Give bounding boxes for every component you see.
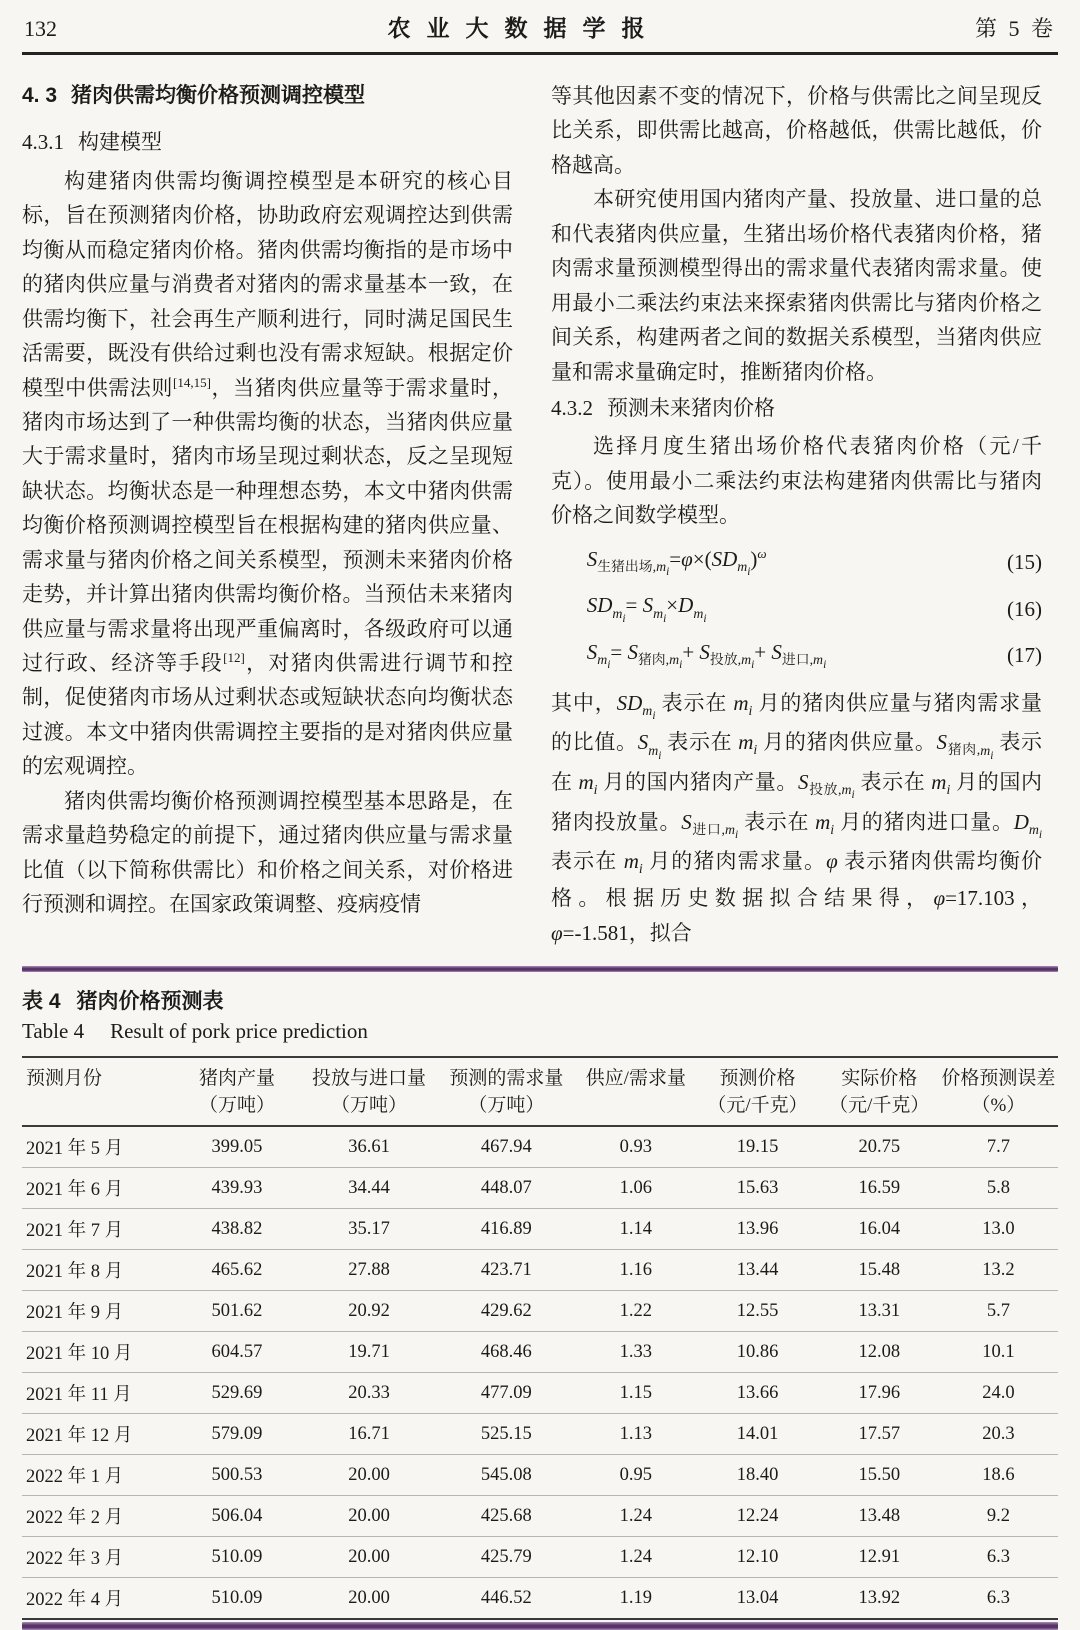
table-cell: 5.8 [939, 1168, 1058, 1209]
table-row [22, 1496, 1058, 1537]
table-cell: 2021 年 8 月 [22, 1250, 172, 1291]
equation [587, 546, 1042, 580]
column-header: 供应/需求量 [576, 1057, 695, 1126]
table-cell: 1.13 [576, 1414, 695, 1455]
table-cell: 1.06 [576, 1168, 695, 1209]
table-cell: 14.01 [695, 1414, 819, 1455]
table-cell: 429.62 [436, 1291, 576, 1332]
paragraph-model-intro: 构建猪肉供需均衡调控模型是本研究的核心目标，旨在预测猪肉价格，协助政府宏观调控达到供需均衡从而稳定猪肉价格。猪肉供需均衡指的是市场中的猪肉供应量与消费者对猪肉的需求量基本一致，在供需均衡下，社会再生产顺利进行，同时满足国民生活需要，既没有供给过剩也没有需求短缺。根据定价模型中供需法则[14,15]，当猪肉供应量等于需求量时，猪肉市场达到了一种供需均衡的状态，当猪肉供应量大于需求量时，猪肉市场呈现过剩状态，反之呈现短缺状态。均衡状态是一种理想态势，本文中猪肉供需均衡价格预测调控模型旨在根据构建的猪肉供应量、需求量与猪肉价格之间关系模型，预测未来猪肉价格走势，并计算出猪肉供需均衡价格。当预估未来猪肉供应量与需求量将出现严重偏离时，各级政府可以通过行政、经济等手段[12]，对猪肉供需进行调节和控制，促使猪肉市场从过剩状态或短缺状态向均衡状态过渡。本文中猪肉供需调控主要指的是对猪肉供应量的宏观调控。 [22, 168, 514, 779]
table-cell: 15.63 [695, 1168, 819, 1209]
table-cell: 13.04 [695, 1578, 819, 1620]
table-cell: 13.2 [939, 1250, 1058, 1291]
equation-body: $S_{生猪出场,m_i}=\varphi\times(SD_{m_i})^\omega$ [586, 545, 767, 578]
table-cell: 1.24 [576, 1496, 695, 1537]
paragraph-price-selection: 选择月度生猪出场价格代表猪肉价格（元/千克）。使用最小二乘法约束法构建猪肉供需比与猪肉价格之间数学模型。 [551, 434, 1042, 528]
column-header: 预测月份 [22, 1057, 172, 1126]
table-caption-en-label: Table 4 [22, 1018, 85, 1043]
table-cell: 20.00 [302, 1578, 437, 1620]
table-cell: 2022 年 1 月 [22, 1455, 172, 1496]
table-cell: 6.3 [939, 1537, 1058, 1578]
table-row [22, 1414, 1058, 1455]
table-cell: 13.66 [695, 1373, 819, 1414]
column-header: 预测价格 （元/千克） [695, 1057, 819, 1126]
table-caption-zh [22, 985, 1058, 1015]
table-cell: 20.3 [939, 1414, 1058, 1455]
table-cell: 439.93 [172, 1168, 302, 1209]
equation-number: (15) [1007, 549, 1042, 574]
table-cell: 2021 年 12 月 [22, 1414, 172, 1455]
table-cell: 6.3 [939, 1578, 1058, 1620]
table-cell: 525.15 [436, 1414, 576, 1455]
section-heading-4-3 [22, 79, 513, 113]
table-cell: 448.07 [436, 1168, 576, 1209]
column-header: 猪肉产量 （万吨） [172, 1057, 302, 1126]
table-cell: 16.59 [820, 1168, 939, 1209]
table-cell: 2021 年 5 月 [26, 1139, 124, 1160]
table-cell: 17.57 [820, 1414, 939, 1455]
equation-body: $SD_{m_i}= S_{m_i}\times D_{m_i}$ [586, 593, 707, 625]
volume-label: 第 5 卷 [974, 16, 1056, 41]
table-cell: 2021 年 11 月 [22, 1373, 172, 1414]
table-bottom-accent-bar [22, 1622, 1058, 1630]
table-section [22, 966, 1058, 1630]
paragraph-model-approach: 猪肉供需均衡价格预测调控模型基本思路是，在需求量趋势稳定的前提下，通过猪肉供应量与需求量比值（以下简称供需比）和价格之间关系，对价格进行预测和调控。在国家政策调整、疫病疫情 [22, 788, 513, 917]
table-cell: 579.09 [172, 1414, 302, 1455]
table-caption-zh-text: 猪肉价格预测表 [76, 989, 224, 1013]
table-row [22, 1209, 1058, 1250]
table-cell: 34.44 [302, 1168, 437, 1209]
table-cell: 1.16 [576, 1250, 695, 1291]
table-cell: 604.57 [172, 1332, 302, 1373]
table-cell: 16.71 [302, 1414, 437, 1455]
table-cell: 2021 年 7 月 [22, 1209, 172, 1250]
table-cell: 0.95 [576, 1455, 695, 1496]
table-cell: 20.00 [302, 1496, 437, 1537]
equation [587, 592, 1042, 626]
table-row [22, 1373, 1058, 1414]
subsection-title: 预测未来猪肉价格 [607, 395, 775, 420]
table-cell: 20.00 [302, 1455, 437, 1496]
equation-number: (17) [1007, 643, 1042, 668]
table-cell: 12.24 [695, 1496, 819, 1537]
table-cell: 13.92 [820, 1578, 939, 1620]
table-row [22, 1291, 1058, 1332]
table-cell: 12.91 [820, 1537, 939, 1578]
table-cell: 19.15 [736, 1136, 779, 1157]
table-cell: 20.92 [302, 1291, 437, 1332]
table-cell: 13.96 [695, 1209, 819, 1250]
pork-price-table [22, 1056, 1058, 1620]
equation [587, 639, 1042, 673]
table-cell: 24.0 [939, 1373, 1058, 1414]
table-cell: 501.62 [172, 1291, 302, 1332]
table-caption-zh-label: 表 4 [22, 989, 61, 1013]
page-number: 132 [24, 16, 57, 41]
table-cell: 20.33 [302, 1373, 437, 1414]
table-row [22, 1168, 1058, 1209]
subsection-number: 4.3.1 [22, 130, 64, 155]
table-cell: 12.55 [695, 1291, 819, 1332]
column-header: 投放与进口量 （万吨） [302, 1057, 437, 1126]
table-cell: 12.08 [820, 1332, 939, 1373]
table-cell: 9.2 [939, 1496, 1058, 1537]
section-title: 猪肉供需均衡价格预测调控模型 [71, 84, 366, 107]
table-cell: 27.88 [302, 1250, 437, 1291]
table-cell: 416.89 [436, 1209, 576, 1250]
table-cell: 13.44 [695, 1250, 819, 1291]
table-cell: 0.93 [619, 1136, 652, 1157]
column-header: 实际价格 （元/千克） [820, 1057, 939, 1126]
table-cell: 2022 年 4 月 [22, 1578, 172, 1620]
subsection-heading-4-3-2 [551, 391, 1042, 425]
two-column-body [22, 79, 1058, 950]
table-cell: 2021 年 9 月 [22, 1291, 172, 1332]
table-cell: 1.15 [576, 1373, 695, 1414]
table-cell: 1.24 [576, 1537, 695, 1578]
table-cell: 1.14 [576, 1209, 695, 1250]
table-cell: 36.61 [348, 1136, 390, 1157]
subsection-number: 4.3.2 [551, 395, 593, 420]
table-cell: 423.71 [436, 1250, 576, 1291]
table-cell: 477.09 [436, 1373, 576, 1414]
table-cell: 465.62 [172, 1250, 302, 1291]
table-top-accent-bar [22, 966, 1058, 972]
table-cell: 399.05 [211, 1136, 263, 1157]
table-header-row [22, 1057, 1058, 1126]
table-cell: 5.7 [939, 1291, 1058, 1332]
table-cell: 1.22 [576, 1291, 695, 1332]
table-row [22, 1126, 1058, 1168]
table-cell: 446.52 [436, 1578, 576, 1620]
table-cell: 10.86 [695, 1332, 819, 1373]
running-head [22, 6, 1058, 55]
table-cell: 20.75 [858, 1136, 901, 1157]
table-cell: 7.7 [986, 1136, 1010, 1157]
table-cell: 545.08 [436, 1455, 576, 1496]
journal-title: 农业大数据学报 [387, 15, 661, 41]
table-cell: 16.04 [820, 1209, 939, 1250]
table-cell: 500.53 [172, 1455, 302, 1496]
table-cell: 12.10 [695, 1537, 819, 1578]
table-cell: 1.19 [576, 1578, 695, 1620]
equation-body: $S_{m_i}= S_{猪肉,m_i}+ S_{投放,m_i}+ S_{进口,m_i}$ [586, 640, 827, 672]
right-column [551, 79, 1042, 950]
table-cell: 13.0 [939, 1209, 1058, 1250]
table-caption-en [22, 1019, 1058, 1044]
table-cell: 2021 年 10 月 [22, 1332, 172, 1373]
table-cell: 13.48 [820, 1496, 939, 1537]
equation-number: (16) [1007, 596, 1042, 621]
table-cell: 19.71 [302, 1332, 437, 1373]
table-cell: 425.79 [436, 1537, 576, 1578]
paragraph-symbol-explanation: 其中，$SD_{m_i}$ 表示在 $m_i$ 月的猪肉供应量与猪肉需求量的比值。$S_{m_i}$ 表示在 $m_i$ 月的猪肉供应量。$S_{猪肉,m_i}$ 表示在 $m_i$ 月的国内猪肉产量。$S_{投放,m_i}$ 表示在 $m_i$ 月的国内猪肉投放量。$S_{进口,m_i}$ 表示在 $m_i$ 月的猪肉进口量。$D_{m_i}$ 表示在 $m_i$ 月的猪肉需求量。φ 表示猪肉供需均衡价格。根据历史数据拟合结果得，φ=17.103，φ=-1.581，拟合 [551, 690, 1043, 945]
table-cell: 20.00 [302, 1537, 437, 1578]
table-cell: 2021 年 6 月 [22, 1168, 172, 1209]
table-cell: 13.31 [820, 1291, 939, 1332]
table-cell: 438.82 [172, 1209, 302, 1250]
table-row [22, 1455, 1058, 1496]
table-cell: 2022 年 3 月 [22, 1537, 172, 1578]
subsection-title: 构建模型 [78, 130, 162, 155]
table-cell: 467.94 [480, 1136, 532, 1157]
table-cell: 529.69 [172, 1373, 302, 1414]
equation-block [551, 546, 1042, 673]
table-cell: 17.96 [820, 1373, 939, 1414]
section-number: 4. 3 [22, 84, 58, 107]
table-cell: 18.6 [939, 1455, 1058, 1496]
table-cell: 2022 年 2 月 [22, 1496, 172, 1537]
table-row [22, 1537, 1058, 1578]
table-caption-en-text: Result of pork price prediction [110, 1018, 368, 1043]
table-cell: 468.46 [436, 1332, 576, 1373]
paragraph-data-sources: 本研究使用国内猪肉产量、投放量、进口量的总和代表猪肉供应量，生猪出场价格代表猪肉价格，猪肉需求量预测模型得出的需求量代表猪肉需求量。使用最小二乘法约束法来探索猪肉供需比与猪肉价格之间关系，构建两者之间的数据关系模型，当猪肉供应量和需求量确定时，推断猪肉价格。 [551, 187, 1042, 384]
subsection-heading-4-3-1 [22, 125, 513, 159]
table-cell: 510.09 [172, 1578, 302, 1620]
table-row [22, 1332, 1058, 1373]
table-cell: 10.1 [939, 1332, 1058, 1373]
table-cell: 15.50 [820, 1455, 939, 1496]
table-cell: 35.17 [302, 1209, 437, 1250]
table-cell: 15.48 [820, 1250, 939, 1291]
left-column [22, 79, 513, 950]
table-cell: 1.33 [576, 1332, 695, 1373]
table-cell: 510.09 [172, 1537, 302, 1578]
table-row [22, 1250, 1058, 1291]
column-header: 预测的需求量 （万吨） [436, 1057, 576, 1126]
paragraph-factors-continuation: 等其他因素不变的情况下，价格与供需比之间呈现反比关系，即供需比越高，价格越低，供需比越低，价格越高。 [551, 84, 1042, 177]
table-row [22, 1578, 1058, 1620]
table-cell: 425.68 [436, 1496, 576, 1537]
table-cell: 18.40 [695, 1455, 819, 1496]
column-header: 价格预测误差 （%） [939, 1057, 1058, 1126]
table-cell: 506.04 [172, 1496, 302, 1537]
